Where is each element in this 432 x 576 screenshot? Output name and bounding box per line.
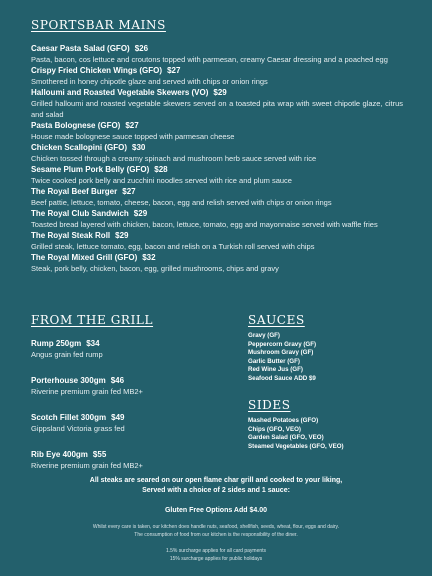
sides-heading: SIDES — [248, 398, 291, 412]
gluten-free-note — [0, 506, 432, 516]
allergy-line: The consumption of food from our kitchen is the responsibility of the diner. — [134, 531, 298, 538]
surcharge-line: 1.5% surcharge applies for all card payments — [165, 548, 267, 554]
menu-item — [31, 43, 403, 65]
item-name: Caesar Pasta Salad (GFO) — [31, 44, 130, 53]
item-price: $28 — [154, 165, 168, 174]
menu-item — [31, 142, 403, 164]
item-description: Chicken tossed through a creamy spinach and mushroom herb sauce served with rice — [31, 154, 317, 163]
item-price: $55 — [92, 450, 107, 459]
item-price: $34 — [86, 339, 100, 348]
menu-item — [31, 186, 403, 208]
item-price: $32 — [142, 253, 156, 262]
item-price: $27 — [122, 187, 136, 196]
item-price: $30 — [132, 143, 146, 152]
grill-item — [31, 449, 231, 471]
gluten-free-options: Gluten Free Options Add $4.00 — [164, 507, 268, 514]
menu-item — [31, 65, 403, 87]
allergy-line: Whilst every care is taken, our kitchen does handle nuts, seafood, shellfish, seeds, wheat, flour, eggs and dairy. — [92, 524, 340, 530]
item-name: Scotch Fillet 300gm — [31, 413, 107, 422]
item-description: Gippsland Victoria grass fed — [31, 424, 125, 433]
sauce-item: Garlic Butter (GF) — [248, 357, 300, 365]
item-description: Grilled steak, lettuce tomato, egg, bacon and relish on a Turkish roll served with chips — [31, 242, 315, 251]
side-item: Mashed Potatoes (GFO) — [248, 417, 319, 424]
menu-item — [31, 208, 403, 230]
item-price: $29 — [213, 88, 227, 97]
item-description: Angus grain fed rump — [31, 350, 103, 359]
grill-heading: FROM THE GRILL — [31, 313, 154, 327]
item-description: House made bolognese sauce topped with parmesan cheese — [31, 132, 235, 141]
item-description: Riverine premium grain fed MB2+ — [31, 387, 143, 396]
item-description: Smothered in honey chipotle glaze and served with chips or onion rings — [31, 77, 268, 86]
sauces-list — [248, 332, 418, 384]
item-description: Riverine premium grain fed MB2+ — [31, 461, 143, 470]
sauces-heading: SAUCES — [248, 313, 305, 327]
item-name: Rump 250gm — [31, 339, 82, 348]
steak-info — [0, 476, 432, 496]
menu-item — [31, 120, 403, 142]
menu-item — [31, 164, 403, 186]
menu-item — [31, 230, 403, 252]
sauce-item: Mushroom Gravy (GF) — [248, 349, 314, 357]
item-name: Halloumi and Roasted Vegetable Skewers (VO) — [31, 88, 209, 97]
item-name: Rib Eye 400gm — [31, 450, 88, 459]
item-price: $26 — [134, 44, 149, 53]
item-price: $27 — [125, 121, 139, 130]
item-name: The Royal Steak Roll — [31, 231, 111, 240]
item-price: $49 — [111, 413, 125, 422]
mains-list — [31, 43, 403, 274]
item-price: $29 — [133, 209, 148, 218]
item-description: Grilled halloumi and roasted vegetable skewers served on a toasted pita wrap with sweet chipotle glaze, citrus and salad — [31, 99, 403, 119]
surcharge-line: 15% surcharge applies for public holidays — [169, 555, 263, 562]
steak-info-line: All steaks are seared on our open flame char grill and cooked to your liking, — [89, 477, 343, 484]
side-item: Chips (GFO, VEO) — [248, 425, 301, 433]
side-item: Steamed Vegetables (GFO, VEO) — [248, 442, 344, 450]
item-price: $46 — [110, 376, 125, 385]
sauce-item: Peppercorn Gravy (GF) — [248, 340, 317, 348]
item-name: Porterhouse 300gm — [31, 376, 106, 385]
sauce-item: Seafood Sauce ADD $9 — [248, 374, 316, 382]
sides-list — [248, 417, 418, 451]
item-price: $29 — [115, 231, 129, 240]
menu-item — [31, 87, 403, 120]
grill-item — [31, 375, 231, 397]
item-description: Twice cooked pork belly and zucchini noodles served with rice and plum sauce — [31, 176, 292, 185]
item-description: Toasted bread layered with chicken, bacon, lettuce, tomato, egg and mayonnaise served with waffle fries — [31, 220, 378, 229]
item-description: Pasta, bacon, cos lettuce and croutons topped with parmesan, creamy Caesar dressing and a poached egg — [31, 55, 388, 64]
item-price: $27 — [167, 66, 181, 75]
mains-heading: SPORTSBAR MAINS — [31, 18, 166, 32]
item-name: Chicken Scallopini (GFO) — [31, 143, 128, 152]
item-description: Steak, pork belly, chicken, bacon, egg, grilled mushrooms, chips and gravy — [31, 264, 279, 273]
item-name: Pasta Bolognese (GFO) — [31, 121, 121, 130]
sauce-item: Gravy (GF) — [248, 332, 280, 339]
item-name: Sesame Plum Pork Belly (GFO) — [31, 165, 150, 174]
allergy-note — [0, 524, 432, 539]
grill-item — [31, 338, 231, 360]
grill-item — [31, 412, 231, 434]
steak-info-line: Served with a choice of 2 sides and 1 sauce: — [142, 487, 290, 494]
item-name: The Royal Beef Burger — [31, 187, 118, 196]
grill-list — [31, 338, 231, 486]
sauce-item: Red Wine Jus (GF) — [248, 366, 303, 374]
item-name: The Royal Club Sandwich — [31, 209, 129, 218]
side-item: Garden Salad (GFO, VEO) — [248, 434, 324, 442]
item-name: The Royal Mixed Grill (GFO) — [31, 253, 138, 262]
item-description: Beef pattie, lettuce, tomato, cheese, bacon, egg and relish served with chips or onion rings — [31, 198, 332, 207]
item-name: Crispy Fried Chicken Wings (GFO) — [31, 66, 163, 75]
menu-item — [31, 252, 403, 274]
surcharge-note — [0, 548, 432, 563]
